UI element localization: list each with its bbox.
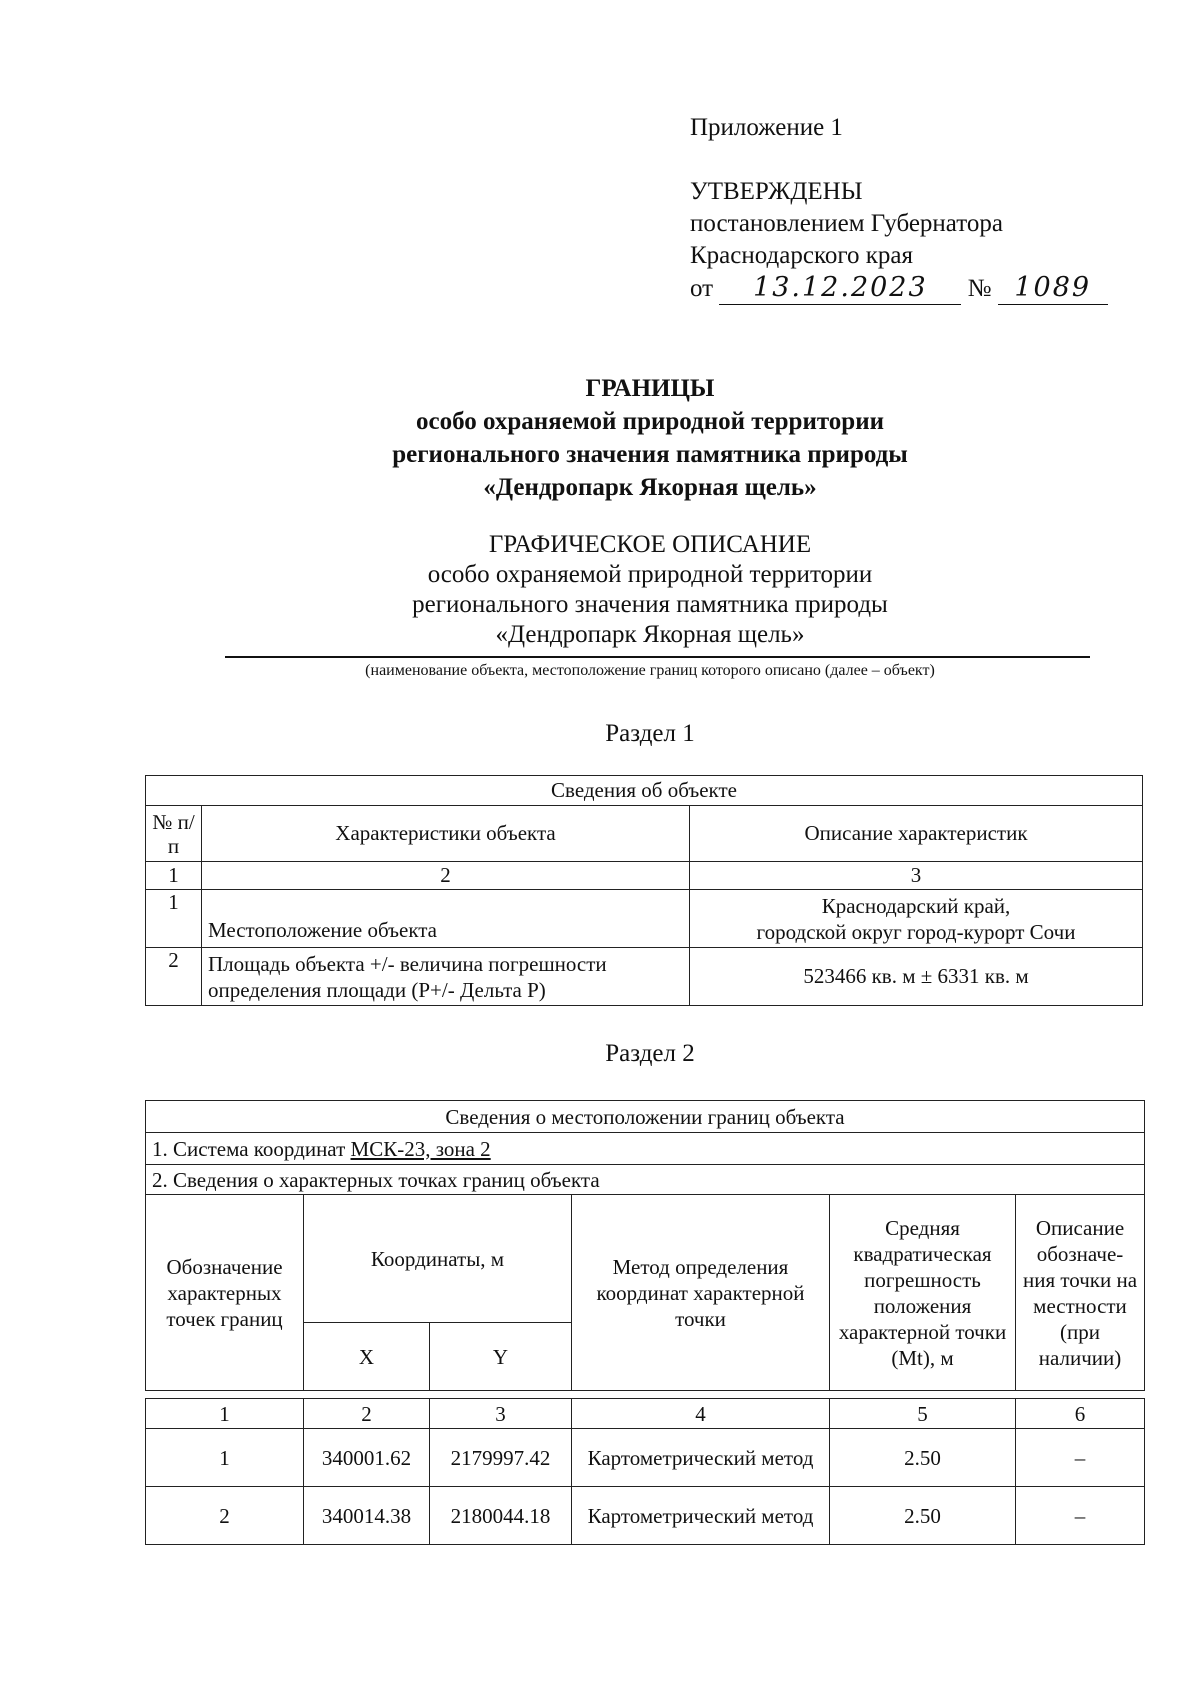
handwritten-date: 13.12.2023 xyxy=(719,272,961,305)
table-row xyxy=(146,890,1143,948)
header-characteristics: Характеристики объекта xyxy=(202,806,690,862)
approved-label: УТВЕРЖДЕНЫ xyxy=(690,178,863,205)
description-line-1: ГРАФИЧЕСКОЕ ОПИСАНИЕ xyxy=(488,531,812,558)
location-value-line2: городской округ город-курорт Сочи xyxy=(756,919,1076,944)
point-y: 2179997.42 xyxy=(430,1429,572,1487)
column-number-1: 1 xyxy=(146,1399,304,1429)
area-value: 523466 кв. м ± 6331 кв. м xyxy=(690,948,1143,1006)
coordinate-system-row xyxy=(146,1133,1145,1165)
title-line-2: особо охраняемой природной территории xyxy=(415,408,885,435)
coordinate-system-value: МСК-23, зона 2 xyxy=(350,1136,491,1161)
name-underline xyxy=(225,656,1090,658)
document-title xyxy=(150,372,1150,504)
appendix-label: Приложение 1 xyxy=(690,114,843,141)
approved-by-line1: постановлением Губернатора xyxy=(690,210,1003,237)
coordinate-system-label: 1. Система координат xyxy=(152,1136,346,1161)
characteristic-location: Местоположение объекта xyxy=(202,890,690,948)
description-line-3: регионального значения памятника природы xyxy=(412,591,888,618)
header-x: X xyxy=(304,1323,430,1391)
point-method: Картометрический метод xyxy=(572,1487,830,1545)
row-number: 2 xyxy=(146,948,202,1006)
header-designation: Обозначение характерных точек границ xyxy=(146,1195,304,1391)
point-error: 2.50 xyxy=(830,1487,1016,1545)
point-method: Картометрический метод xyxy=(572,1429,830,1487)
point-id: 2 xyxy=(146,1487,304,1545)
column-number-2: 2 xyxy=(202,862,690,890)
header-description: Описание характеристик xyxy=(690,806,1143,862)
point-error: 2.50 xyxy=(830,1429,1016,1487)
characteristic-area xyxy=(202,948,690,1006)
column-number-5: 5 xyxy=(830,1399,1016,1429)
point-x: 340001.62 xyxy=(304,1429,430,1487)
area-name-line1: Площадь объекта +/- величина погрешности xyxy=(208,951,607,976)
header-error: Средняя квадратическая погрешность положения характерной точки (Mt), м xyxy=(830,1195,1016,1391)
name-caption: (наименование объекта, местоположение границ которого описано (далее – объект) xyxy=(365,662,935,679)
row-number: 1 xyxy=(146,890,202,948)
section-2-title: Раздел 2 xyxy=(605,1040,695,1067)
object-info-table xyxy=(145,775,1143,1006)
column-number-1: 1 xyxy=(146,862,202,890)
header-point-description: Описание обозначе-ния точки на местности (при наличии) xyxy=(1016,1195,1145,1391)
from-label: от xyxy=(690,275,714,302)
point-x: 340014.38 xyxy=(304,1487,430,1545)
section-1-title: Раздел 1 xyxy=(605,720,695,747)
description-line-2: особо охраняемой природной территории xyxy=(427,561,873,588)
points-info-label: 2. Сведения о характерных точках границ объекта xyxy=(146,1165,1145,1195)
table-row xyxy=(146,1429,1145,1487)
header-y: Y xyxy=(430,1323,572,1391)
title-line-4: «Дендропарк Якорная щель» xyxy=(483,474,817,501)
title-line-1: ГРАНИЦЫ xyxy=(585,375,715,402)
description-line-4: «Дендропарк Якорная щель» xyxy=(495,621,805,648)
table-row xyxy=(146,948,1143,1006)
handwritten-number: 1089 xyxy=(998,272,1108,305)
header-method: Метод определения координат характерной точки xyxy=(572,1195,830,1391)
date-number-line xyxy=(690,272,1108,305)
header-number: № п/п xyxy=(146,806,202,862)
point-description: – xyxy=(1016,1487,1145,1545)
header-coordinates: Координаты, м xyxy=(304,1195,572,1323)
column-number-4: 4 xyxy=(572,1399,830,1429)
approved-by-line2: Краснодарского края xyxy=(690,242,913,269)
boundary-table-title: Сведения о местоположении границ объекта xyxy=(146,1101,1145,1133)
number-label: № xyxy=(967,275,992,302)
graphic-description xyxy=(150,530,1150,650)
point-description: – xyxy=(1016,1429,1145,1487)
boundary-table xyxy=(145,1100,1145,1545)
object-info-title: Сведения об объекте xyxy=(146,776,1143,806)
column-number-3: 3 xyxy=(690,862,1143,890)
title-line-3: регионального значения памятника природы xyxy=(392,441,908,468)
point-id: 1 xyxy=(146,1429,304,1487)
point-y: 2180044.18 xyxy=(430,1487,572,1545)
area-name-line2: определения площади (P+/- Дельта P) xyxy=(208,977,546,1002)
column-number-2: 2 xyxy=(304,1399,430,1429)
column-number-6: 6 xyxy=(1016,1399,1145,1429)
approval-block xyxy=(690,112,1108,305)
table-row xyxy=(146,1487,1145,1545)
location-value xyxy=(690,890,1143,948)
location-value-line1: Краснодарский край, xyxy=(821,893,1011,918)
column-number-3: 3 xyxy=(430,1399,572,1429)
